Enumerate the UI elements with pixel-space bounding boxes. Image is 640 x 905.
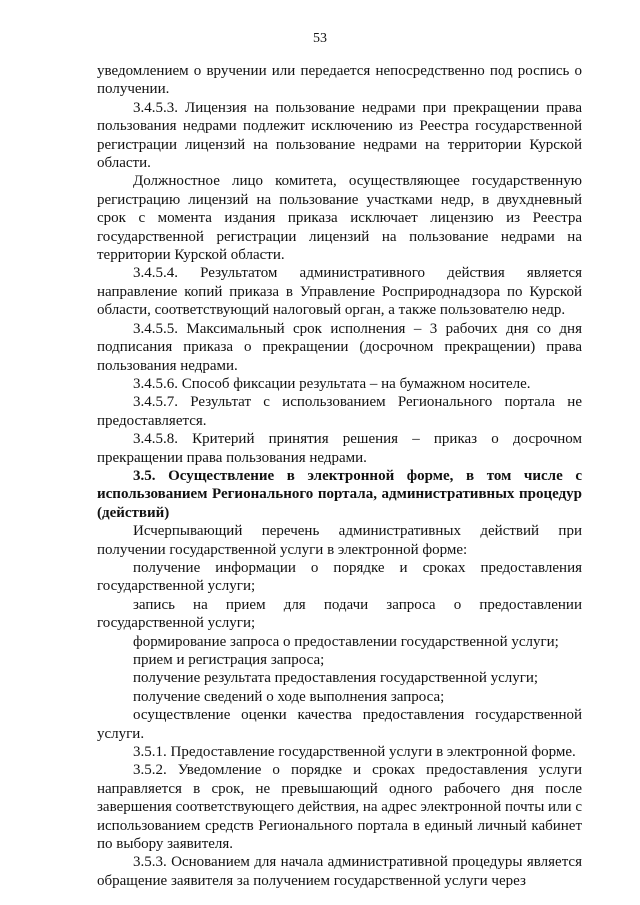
paragraph: 3.5.3. Основанием для начала административной процедуры является обращение заявителя за получением государственной услуги через bbox=[97, 854, 582, 889]
paragraph: Исчерпывающий перечень административных действий при получении государственной услуги в электронной форме: bbox=[97, 523, 582, 558]
page-body bbox=[97, 62, 582, 890]
paragraph: Должностное лицо комитета, осуществляющее государственную регистрацию лицензий на пользование участками недр, в двухдневный срок с момента издания приказа исключает лицензию из Реестра государственной регистрации лицензий на пользование недрами на территории Курской области. bbox=[97, 173, 582, 264]
paragraph: 3.4.5.4. Результатом административного действия является направление копий приказа в Управление Росприроднадзора по Курской области, соответствующий налоговый орган, а также пользователю недр. bbox=[97, 265, 582, 319]
paragraph: 3.4.5.3. Лицензия на пользование недрами при прекращении права пользования недрами подлежит исключению из Реестра государственной регистрации лицензий на пользование недрами на территории Курской области. bbox=[97, 99, 582, 172]
paragraph: 3.4.5.7. Результат с использованием Регионального портала не предоставляется. bbox=[97, 394, 582, 429]
paragraph: 3.4.5.5. Максимальный срок исполнения – 3 рабочих дня со дня подписания приказа о прекращении (досрочном прекращении) права пользования недрами. bbox=[97, 320, 582, 374]
paragraph: получение информации о порядке и сроках предоставления государственной услуги; bbox=[97, 559, 582, 595]
paragraph: осуществление оценки качества предоставления государственной услуги. bbox=[97, 707, 582, 742]
paragraph: получение результата предоставления государственной услуги; bbox=[133, 670, 539, 687]
paragraph: формирование запроса о предоставлении государственной услуги; bbox=[133, 633, 559, 650]
page-number: 53 bbox=[313, 31, 327, 46]
paragraph: 3.5.2. Уведомление о порядке и сроках предоставления услуги направляется в срок, не превышающий одного рабочего дня после завершения соответствующего действия, на адрес электронной почты или с использованием средств Регионального портала в единый личный кабинет по выбору заявителя. bbox=[97, 762, 582, 853]
paragraph: 3.4.5.6. Способ фиксации результата – на бумажном носителе. bbox=[133, 375, 531, 392]
paragraph: уведомлением о вручении или передается непосредственно под роспись о получении. bbox=[97, 63, 582, 98]
section-heading: 3.5. Осуществление в электронной форме, в том числе с использованием Регионального портала, административных процедур (действий) bbox=[97, 467, 582, 521]
paragraph: 3.5.1. Предоставление государственной услуги в электронной форме. bbox=[133, 744, 576, 761]
paragraph: получение сведений о ходе выполнения запроса; bbox=[133, 688, 445, 705]
paragraph: 3.4.5.8. Критерий принятия решения – приказ о досрочном прекращении права пользования недрами. bbox=[97, 431, 582, 466]
paragraph: запись на прием для подачи запроса о предоставлении государственной услуги; bbox=[97, 596, 582, 632]
paragraph: прием и регистрация запроса; bbox=[133, 652, 325, 668]
